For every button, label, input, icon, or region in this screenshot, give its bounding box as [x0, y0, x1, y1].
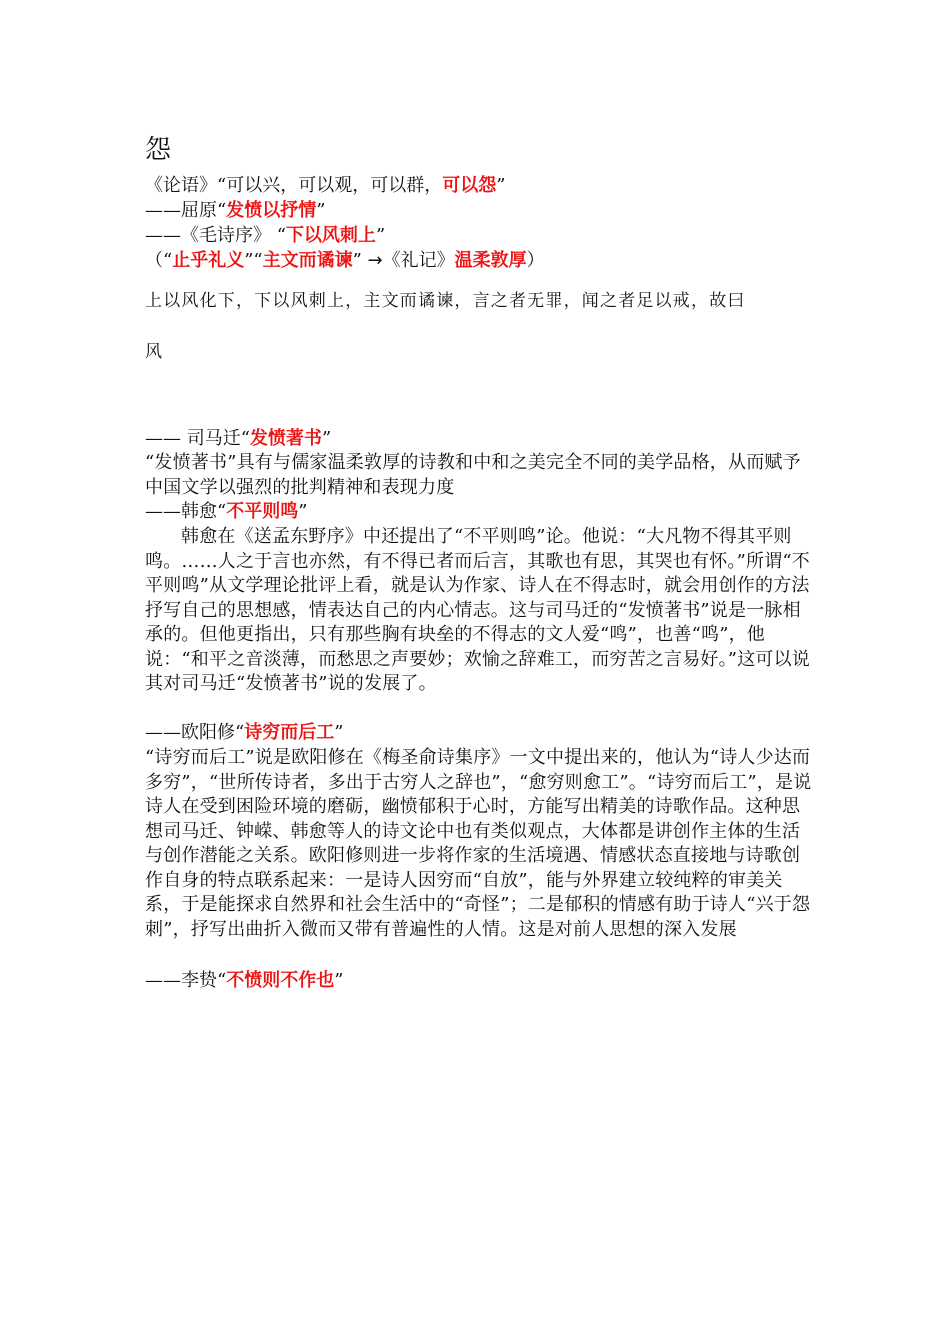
quyuan-text: ——屈原“ [145, 200, 227, 221]
quyuan-line [145, 199, 325, 223]
sima-description: “发愤著书”具有与儒家温柔敦厚的诗教和中和之美完全不同的美学品格，从而赋予中国文学以强烈的批判精神和表现力度 [145, 452, 801, 498]
sima-line [145, 427, 331, 451]
ouyang-close: ” [334, 722, 344, 743]
hanyu-highlight: 不平则鸣 [226, 501, 299, 522]
maoshi-close: ” [375, 225, 386, 246]
maoshi-text: ——《毛诗序》 “ [145, 225, 286, 246]
ouyang-highlight: 诗穷而后工 [244, 722, 335, 743]
maoshi-highlight: 下以风刺上 [285, 225, 376, 246]
quote-line-1: 上以风化下，下以风刺上，主文而谲谏，言之者无罪，闻之者足以戒，故曰 [145, 291, 746, 311]
hanyu-close: ” [298, 501, 308, 522]
hanyu-description: 韩愈在《送孟东野序》中还提出了“不平则鸣”论。他说：“大凡物不得其平则鸣。……人之于言也亦然，有不得已者而后言，其歌也有思，其哭也有怀。”所谓“不平则鸣”从文学理论批评上看，就是认为作家、诗人在不得志时，就会用创作的方法抒写自己的思想感，情表达自己的内心情志。这与司马迁的“发愤著书”说是一脉相承的。但他更指出，只有那些胸有块垒的不得志的文人爱“鸣”，也善“鸣”，他说：“和平之音淡薄，而愁思之声要妙；欢愉之辞难工，而穷苦之言易好。”这可以说其对司马迁“发愤著书”说的发展了。 [145, 526, 811, 694]
lunyu-highlight: 可以怨 [442, 175, 497, 196]
maoshi-line [145, 224, 385, 248]
hanyu-line [145, 500, 307, 524]
lizhi-text: ——李贽“ [145, 970, 227, 991]
ouyang-description: “诗穷而后工”说是欧阳修在《梅圣俞诗集序》一文中提出来的，他认为“诗人少达而多穷”，“世所传诗者，多出于古穷人之辞也”，“愈穷则愈工”。“诗穷而后工”，是说诗人在受到困险环境的磨砺，幽愤郁积于心时，方能写出精美的诗歌作品。这种思想司马迁、钟嵘、韩愈等人的诗文论中也有类似观点，大体都是讲创作主体的生活与创作潜能之关系。欧阳修则进一步将作家的生活境遇、情感状态直接地与诗歌创作自身的特点联系起来：一是诗人因穷而“自放”，能与外界建立较纯粹的审美关系，于是能探求自然界和社会生活中的“奇怪”；二是郁积的情感有助于诗人“兴于怨刺”，抒写出曲折入微而又带有普遍性的人情。这是对前人思想的深入发展 [145, 747, 812, 940]
liji-highlight-3: 温柔敦厚 [454, 250, 527, 271]
quyuan-close: ” [316, 200, 326, 221]
liji-mid-2: ” [352, 250, 368, 271]
quote-line-2: 风 [145, 342, 164, 362]
lunyu-close: ” [496, 175, 506, 196]
liji-open: （“ [145, 250, 173, 271]
sima-text: —— 司马迁“ [145, 428, 250, 449]
lizhi-highlight: 不愤则不作也 [226, 970, 335, 991]
lunyu-line [145, 174, 505, 198]
right-arrow-icon: → [367, 250, 383, 271]
liji-highlight-2: 主文而谲谏 [262, 250, 353, 271]
liji-line [145, 249, 545, 273]
sima-highlight: 发愤著书 [249, 428, 322, 449]
lunyu-text: 《论语》“可以兴，可以观，可以群， [145, 175, 443, 196]
ouyang-line [145, 721, 343, 745]
liji-mid-1: ”“ [244, 250, 263, 271]
lizhi-line [145, 969, 343, 993]
lizhi-close: ” [334, 970, 344, 991]
liji-highlight-1: 止乎礼义 [172, 250, 245, 271]
quyuan-highlight: 发愤以抒情 [226, 200, 317, 221]
liji-book: 《礼记》 [382, 250, 455, 271]
page-title: 怨 [145, 135, 172, 165]
liji-close: ） [526, 250, 545, 271]
sima-close: ” [321, 428, 332, 449]
ouyang-text: ——欧阳修“ [145, 722, 245, 743]
hanyu-text: ——韩愈“ [145, 501, 227, 522]
